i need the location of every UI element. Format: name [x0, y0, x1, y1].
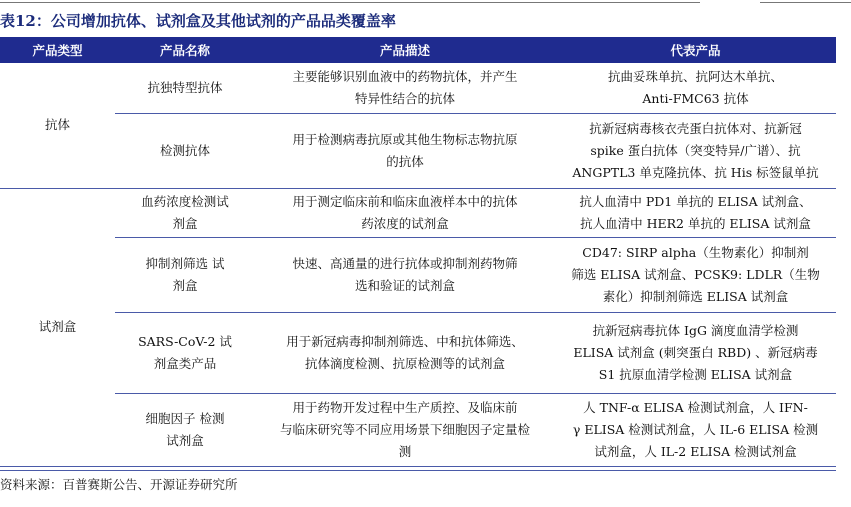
product-name-line: 抑制剂筛选 试: [145, 255, 225, 271]
product-name-cell: [115, 188, 255, 237]
rep-product-line: γ ELISA 检测试剂盒，人 IL-6 ELISA 检测: [572, 421, 819, 437]
product-name-cell: [115, 393, 255, 466]
rep-product-line: 抗新冠病毒核衣壳蛋白抗体对、抗新冠: [589, 120, 802, 136]
rep-product-line: 素化）抑制剂筛选 ELISA 试剂盒: [602, 288, 789, 304]
product-name-line: 抗独特型抗体: [147, 79, 223, 95]
product-desc-cell: [255, 188, 555, 237]
rep-product-cell: [555, 237, 836, 312]
product-type-cell: 试剂盒: [0, 188, 115, 466]
rep-product-line: 试剂盒，人 IL-2 ELISA 检测试剂盒: [594, 443, 797, 459]
rep-product-line: 筛选 ELISA 试剂盒、PCSK9: LDLR（生物: [571, 266, 820, 282]
product-name-line: 试剂盒: [166, 432, 204, 448]
product-name-line: 检测抗体: [159, 142, 210, 158]
product-desc-line: 快速、高通量的进行抗体或抑制剂药物筛: [292, 255, 518, 271]
product-desc-line: 药浓度的试剂盒: [361, 215, 449, 231]
product-name-line: 剂盒: [172, 277, 198, 293]
product-desc-line: 用于药物开发过程中生产质控、及临床前: [292, 399, 518, 415]
rep-product-cell: [555, 393, 836, 466]
source-note: 资料来源：百普赛斯公告、开源证券研究所: [0, 477, 238, 492]
table-header-row: [0, 37, 836, 63]
product-name-line: 剂盒: [172, 215, 198, 231]
rep-product-line: S1 抗原血清学检测 ELISA 试剂盒: [598, 366, 793, 382]
rep-product-cell: [555, 113, 836, 188]
rep-product-line: 抗曲妥珠单抗、抗阿达木单抗、: [607, 68, 783, 84]
rep-product-line: spike 蛋白抗体（突变特异/广谱）、抗: [590, 142, 801, 158]
rep-product-line: 抗人血清中 HER2 单抗的 ELISA 试剂盒: [580, 215, 811, 231]
product-name-cell: [115, 312, 255, 393]
rep-product-line: ANGPTL3 单克隆抗体、抗 His 标签鼠单抗: [572, 164, 819, 180]
product-desc-line: 测: [398, 443, 412, 459]
rep-product-line: 人 TNF-α ELISA 检测试剂盒，人 IFN-: [583, 399, 808, 415]
product-desc-line: 用于测定临床前和临床血液样本中的抗体: [292, 193, 518, 209]
product-desc-line: 主要能够识别血液中的药物抗体，并产生: [292, 68, 518, 84]
table-body: [0, 63, 836, 466]
product-name-line: 细胞因子 检测: [145, 410, 225, 426]
product-name-line: 血药浓度检测试: [141, 193, 229, 209]
top-rule: [0, 0, 851, 6]
rep-product-line: ELISA 试剂盒 (刺突蛋白 RBD) 、新冠病毒: [573, 344, 818, 360]
header-product-desc: 产品描述: [255, 37, 555, 63]
product-desc-line: 与临床研究等不同应用场景下细胞因子定量检: [279, 421, 530, 437]
table-title: 表12：公司增加抗体、试剂盒及其他试剂的产品品类覆盖率: [0, 12, 396, 30]
table-row: [0, 113, 836, 188]
product-desc-line: 用于检测病毒抗原或其他生物标志物抗原: [292, 131, 518, 147]
product-name-cell: [115, 113, 255, 188]
table-row: [0, 63, 836, 113]
product-desc-cell: [255, 393, 555, 466]
table-row: [0, 188, 836, 237]
product-desc-line: 选和验证的试剂盒: [354, 277, 455, 293]
rep-product-cell: [555, 312, 836, 393]
rep-product-line: Anti-FMC63 抗体: [642, 90, 749, 106]
product-desc-cell: [255, 237, 555, 312]
product-name-cell: [115, 63, 255, 113]
product-desc-line: 的抗体: [386, 153, 424, 169]
table-row: [0, 393, 836, 466]
rep-product-line: 抗新冠病毒抗体 IgG 滴度血清学检测: [592, 322, 799, 338]
rep-product-cell: [555, 63, 836, 113]
top-rule-right: [760, 2, 851, 3]
product-name-cell: [115, 237, 255, 312]
product-type-cell: 抗体: [0, 63, 115, 188]
header-rep-product: 代表产品: [555, 37, 836, 63]
product-desc-cell: [255, 63, 555, 113]
header-product-type: 产品类型: [0, 37, 115, 63]
header-product-name: 产品名称: [115, 37, 255, 63]
bottom-rule: [0, 470, 836, 471]
product-desc-line: 抗体滴度检测、抗原检测等的试剂盒: [304, 355, 505, 371]
table-row: [0, 237, 836, 312]
product-coverage-table: [0, 37, 836, 467]
product-desc-cell: [255, 312, 555, 393]
product-name-line: SARS-CoV-2 试: [138, 333, 232, 349]
product-name-line: 剂盒类产品: [153, 355, 217, 371]
rep-product-line: 抗人血清中 PD1 单抗的 ELISA 试剂盒、: [579, 193, 812, 209]
product-desc-line: 用于新冠病毒抑制剂筛选、中和抗体筛选、: [286, 333, 524, 349]
product-desc-cell: [255, 113, 555, 188]
rep-product-cell: [555, 188, 836, 237]
rep-product-line: CD47: SIRP alpha（生物素化）抑制剂: [582, 244, 809, 260]
table-row: [0, 312, 836, 393]
top-rule-left: [0, 2, 700, 3]
product-desc-line: 特异性结合的抗体: [354, 90, 455, 106]
